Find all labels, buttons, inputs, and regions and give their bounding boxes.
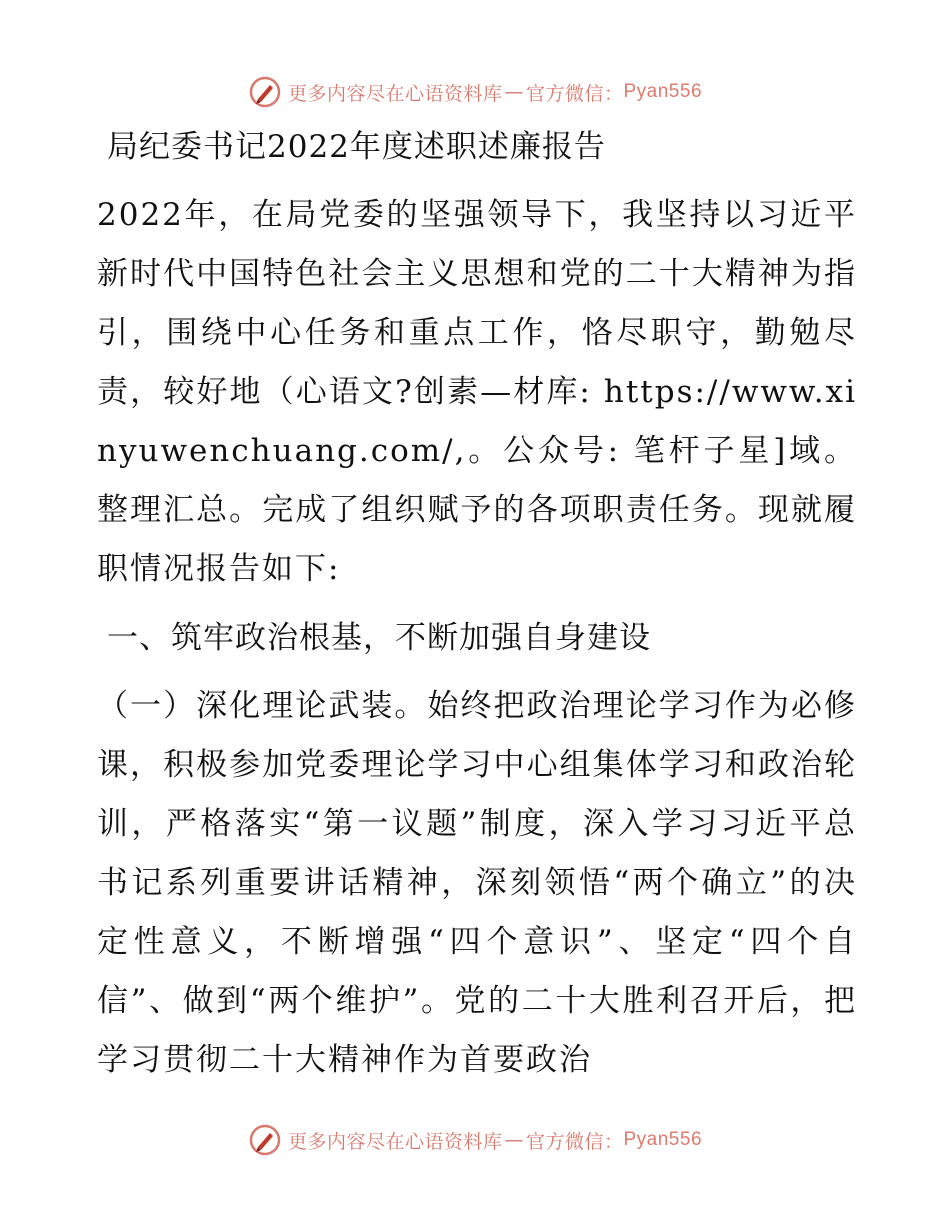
- watermark-account: Pyan556: [623, 81, 703, 102]
- watermark-text: 更多内容尽在心语资料库: [287, 1130, 503, 1153]
- watermark-account-label: 官方微信：: [525, 1130, 624, 1153]
- watermark-text: 更多内容尽在心语资料库: [287, 82, 503, 105]
- document-title: 局纪委书记2022年度述职述廉报告: [107, 129, 606, 165]
- watermark-separator: —: [504, 1129, 524, 1151]
- watermark-footer: [0, 1120, 950, 1160]
- pen-logo-icon: [248, 75, 282, 109]
- intro-paragraph: 2022年，在局党委的坚强领导下，我坚持以习近平新时代中国特色社会主义思想和党的二十大精神为指引，围绕中心任务和重点工作，恪尽职守，勤勉尽责，较好地（心语文?创素—材库: https://www.xinyuwenchuang.com/,。公众号: 笔杆子星]域。整理汇总。完成了组织赋予的各项职责任务。现就履职情况报告如下:: [97, 197, 857, 587]
- section-heading: 一、筑牢政治根基，不断加强自身建设: [107, 620, 651, 656]
- watermark-separator: —: [504, 81, 524, 103]
- watermark-account: Pyan556: [623, 1129, 703, 1150]
- document-body: [97, 122, 857, 1090]
- watermark-account-label: 官方微信：: [525, 82, 624, 105]
- pen-logo-icon: [248, 1123, 282, 1157]
- section-paragraph: （一）深化理论武装。始终把政治理论学习作为必修课，积极参加党委理论学习中心组集体学习和政治轮训，严格落实“第一议题”制度，深入学习习近平总书记系列重要讲话精神，深刻领悟“两个确立”的决定性意义，不断增强“四个意识”、坚定“四个自信”、做到“两个维护”。党的二十大胜利召开后，把学习贯彻二十大精神作为首要政治: [97, 688, 857, 1078]
- watermark-header: [0, 72, 950, 112]
